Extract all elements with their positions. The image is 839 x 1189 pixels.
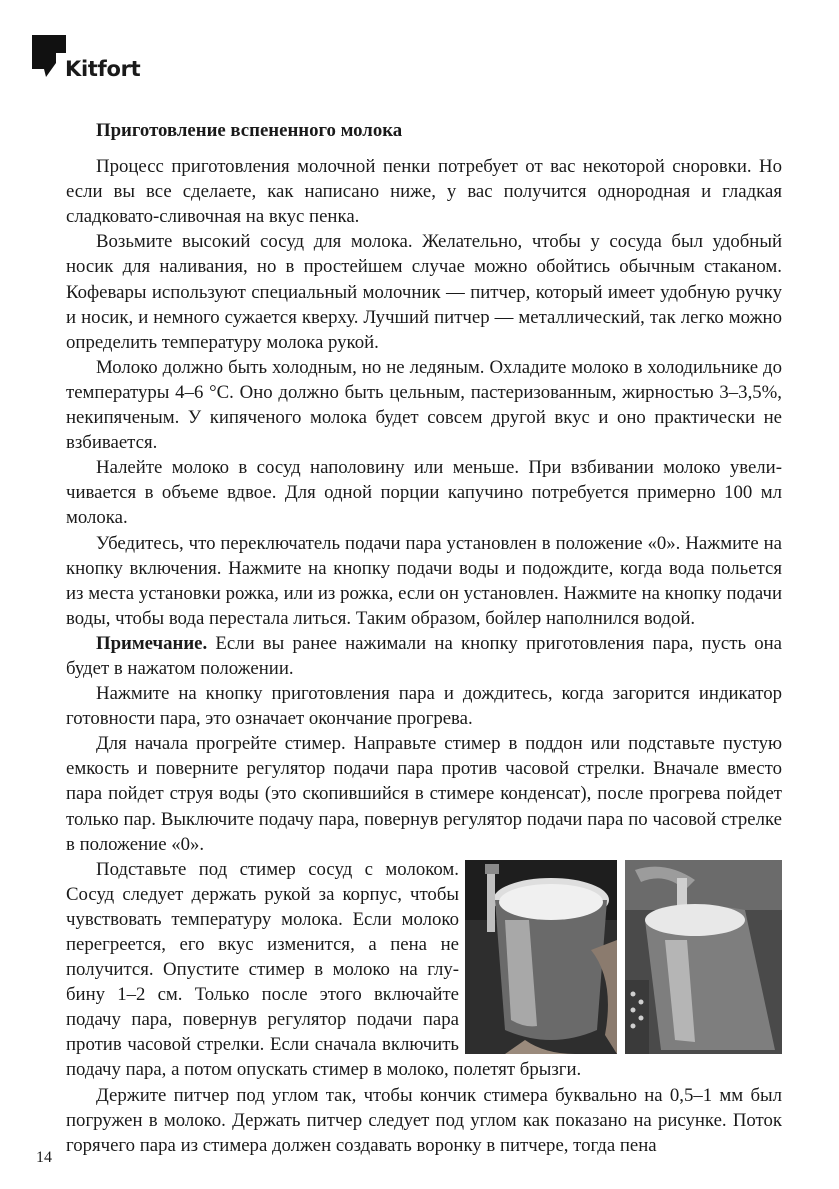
note-paragraph	[66, 631, 782, 681]
paragraph: Держите питчер под углом так, чтобы кончик стимера буквально на 0,5–1 мм был погружен в молоко. Держать питчер следует под углом как показано на рисунке. Поток горячего пара из стимера должен создавать воронку в питчере, тогда пена	[66, 1084, 782, 1156]
paragraph: Убедитесь, что переключатель подачи пара установлен в положение «0». Нажмите на кнопку включения. Нажмите на кнопку подачи воды и подождите, когда вода польется из места установки рожка, или из рожка, если он установлен. Нажмите на кнопку подачи воды, чтобы вода перестала литься. Таким образом, бойлер наполнился водой.	[66, 532, 782, 629]
note-text: Если вы ранее нажимали на кнопку приготовления пара, пусть она будет в нажатом положении.	[66, 632, 782, 679]
photo-pitcher-with-milk	[465, 860, 617, 1054]
kitfort-logo-icon	[32, 33, 66, 83]
paragraph: Нажмите на кнопку приготовления пара и дождитесь, когда загорится индикатор готовности пара, это означает окончание прогрева.	[66, 683, 782, 730]
article-body	[66, 118, 782, 1158]
paragraph: Возьмите высокий сосуд для молока. Желательно, чтобы у сосуда был удобный носик для наливания, но в простейшем случае можно обойтись обычным стаканом. Кофевары используют специальный молочник — питчер, который имеет удобную ручку и носик, и немного сужается кверху. Лучший питчер — металлический, так легко можно определить температуру молока рукой.	[66, 231, 782, 353]
paragraph: Подставьте под стимер сосуд с молоком. Сосуд следует держать рукой за корпус, чтобы чувствовать температуру молока. Если молоко перегреется, его вкус изменится, а пена не получится. Опустите стимер в молоко на глубину 1–2 см. Только после этого включайте подачу пара, повернув регулятор подачи пара против часовой стрелки. Если сначала включить подачу пара, а потом опускать стимер в молоко, полетят брызги.	[66, 858, 582, 1081]
photo-pair	[465, 860, 782, 1054]
section-heading: Приготовление вспененного молока	[96, 120, 403, 141]
brand-logo	[32, 33, 172, 89]
paragraph: Налейте молоко в сосуд наполовину или меньше. При взбивании молоко увеличивается в объеме вдвое. Для одной порции капучино потребуется примерно 100 мл молока.	[66, 457, 782, 529]
photo-steaming-pitcher	[625, 860, 782, 1054]
page-number: 14	[36, 1149, 52, 1166]
paragraph: Молоко должно быть холодным, но не ледяным. Охладите молоко в холодильнике до температуры 4–6 °C. Оно должно быть цельным, пастеризованным, жирностью 3–3,5%, некипяченым. У кипяченого молока будет совсем другой вкус и оно практически не взбивается.	[66, 356, 782, 454]
brand-name: Kitfort	[65, 57, 141, 81]
note-label: Примечание.	[96, 632, 208, 654]
paragraph: Процесс приготовления молочной пенки потребует от вас некоторой сноровки. Но если вы все сделаете, как написано ниже, у вас получится однородная и гладкая сладковато-сливочная на вкус пенка.	[66, 156, 782, 228]
paragraph: Для начала прогрейте стимер. Направьте стимер в поддон или подставьте пустую емкость и поверните регулятор подачи пара против часовой стрелки. Вначале вместо пара пойдет струя воды (это скопившийся в стимере конденсат), после прогрева пойдет только пар. Выключите подачу пара, повернув регулятор подачи пара по часовой стрелке в положение «0».	[66, 733, 782, 855]
